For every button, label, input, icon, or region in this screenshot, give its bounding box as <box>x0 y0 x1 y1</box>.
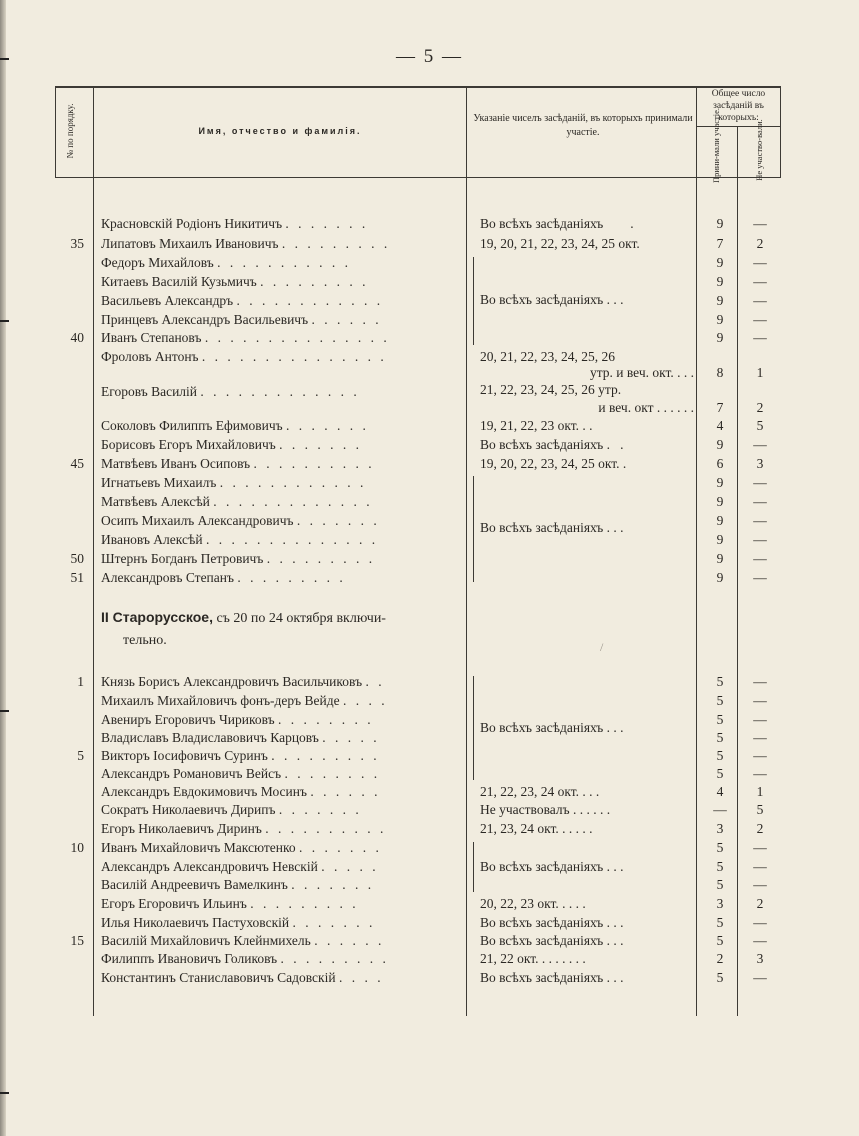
took-part-count: — <box>713 802 727 817</box>
session-dates: 20, 21, 22, 23, 24, 25, 26 <box>480 349 615 364</box>
absent-count: 2 <box>756 236 764 251</box>
person-name: Игнатьевъ Михаилъ . . . . . . . . . . . . <box>101 475 367 490</box>
person-name: Александръ Романовичъ Вейсъ . . . . . . . . <box>101 766 381 781</box>
row-number: 1 <box>77 674 84 689</box>
absent-count: 5 <box>756 418 764 433</box>
edge-mark <box>0 1092 9 1094</box>
absent-count: 5 <box>756 802 764 817</box>
person-name: Соколовъ Филиппъ Ефимовичъ . . . . . . . <box>101 418 369 433</box>
took-part-count: 9 <box>716 274 724 289</box>
column-divider <box>696 86 697 1016</box>
took-part-count: 5 <box>716 840 724 855</box>
took-part-count: 9 <box>716 570 724 585</box>
absent-count: 1 <box>756 365 764 380</box>
absent-count: — <box>753 475 767 490</box>
took-part-count: 2 <box>716 951 724 966</box>
person-name: Липатовъ Михаилъ Ивановичъ . . . . . . . . . <box>101 236 391 251</box>
took-part-count: 5 <box>716 730 724 745</box>
person-name: Александровъ Степанъ . . . . . . . . . <box>101 570 346 585</box>
total-subheader-border <box>696 126 781 127</box>
person-name: Штернъ Богданъ Петровичъ . . . . . . . . . <box>101 551 376 566</box>
took-part-count: 8 <box>716 365 724 380</box>
absent-count: — <box>753 255 767 270</box>
row-number: 35 <box>70 236 84 251</box>
session-dates-cont: и веч. окт . . . . . . <box>598 400 694 415</box>
absent-count: — <box>753 312 767 327</box>
absent-count: — <box>753 494 767 509</box>
took-part-count: 5 <box>716 877 724 892</box>
absent-count: — <box>753 933 767 948</box>
took-part-count: 3 <box>716 821 724 836</box>
absent-count: — <box>753 330 767 345</box>
took-part-count: 9 <box>716 494 724 509</box>
absent-count: 1 <box>756 784 764 799</box>
took-part-count: 5 <box>716 766 724 781</box>
absent-count: — <box>753 551 767 566</box>
person-name: Егоръ Егоровичъ Ильинъ . . . . . . . . . <box>101 896 359 911</box>
took-part-count: 9 <box>716 513 724 528</box>
brace <box>473 676 478 780</box>
person-name: Иванъ Степановъ . . . . . . . . . . . . . . . <box>101 330 390 345</box>
took-part-count: 4 <box>716 418 724 433</box>
absent-count: — <box>753 437 767 452</box>
person-name: Красновскій Родіонъ Никитичъ . . . . . . . <box>101 216 369 231</box>
session-dates: Во всѣхъ засѣданіяхъ . . <box>480 437 624 452</box>
person-name: Егоръ Николаевичъ Диринъ . . . . . . . . . . <box>101 821 387 836</box>
column-divider <box>93 86 94 1016</box>
session-dates: Во всѣхъ засѣданіяхъ . <box>480 216 634 231</box>
session-dates: 21, 22 окт. . . . . . . . <box>480 951 586 966</box>
took-part-count: 5 <box>716 693 724 708</box>
person-name: Осипъ Михаилъ Александровичъ . . . . . . . <box>101 513 380 528</box>
session-dates: Во всѣхъ засѣданіяхъ . . . <box>480 720 624 735</box>
person-name: Михаилъ Михайловичъ фонъ-деръ Вейде . . . . <box>101 693 388 708</box>
table-left-border <box>55 86 56 178</box>
person-name: Матвѣевъ Алексѣй . . . . . . . . . . . . . <box>101 494 373 509</box>
page-number: — 5 — <box>396 46 463 67</box>
took-part-count: 7 <box>716 400 724 415</box>
absent-count: — <box>753 274 767 289</box>
took-part-count: 9 <box>716 312 724 327</box>
binding-edge <box>0 0 6 1136</box>
row-number: 5 <box>77 748 84 763</box>
person-name: Борисовъ Егоръ Михайловичъ . . . . . . . <box>101 437 363 452</box>
absent-count: — <box>753 766 767 781</box>
person-name: Фроловъ Антонъ . . . . . . . . . . . . . . . <box>101 349 387 364</box>
absent-count: — <box>753 293 767 308</box>
absent-count: — <box>753 712 767 727</box>
took-part-count: 5 <box>716 970 724 985</box>
took-part-count: 5 <box>716 748 724 763</box>
session-dates: 19, 21, 22, 23 окт. . . <box>480 418 593 433</box>
person-name: Василій Михайловичъ Клейнмихель . . . . . . <box>101 933 385 948</box>
took-part-count: 6 <box>716 456 724 471</box>
absent-count: 2 <box>756 821 764 836</box>
row-number: 51 <box>70 570 84 585</box>
session-dates: 21, 22, 23, 24, 25, 26 утр. <box>480 382 622 397</box>
person-name: Илья Николаевичъ Пастуховскій . . . . . . . <box>101 915 376 930</box>
took-part-count: 9 <box>716 532 724 547</box>
dates-header: Указаніе чиселъ засѣданій, въ которыхъ принимали участіе. <box>473 113 693 138</box>
absent-count: — <box>753 513 767 528</box>
absent-count: — <box>753 859 767 874</box>
brace <box>473 257 478 345</box>
person-name: Василій Андреевичъ Вамелкинъ . . . . . . . <box>101 877 375 892</box>
person-name: Викторъ Іосифовичъ Суринъ . . . . . . . . . <box>101 748 380 763</box>
took-part-count: 9 <box>716 293 724 308</box>
absent-count: — <box>753 970 767 985</box>
session-dates: Не участвовалъ . . . . . . <box>480 802 611 817</box>
edge-mark <box>0 320 9 322</box>
row-number: 10 <box>70 840 84 855</box>
absent-count: — <box>753 570 767 585</box>
absent-count: — <box>753 532 767 547</box>
row-number: 45 <box>70 456 84 471</box>
person-name: Принцевъ Александръ Васильевичъ . . . . . . <box>101 312 382 327</box>
person-name: Федоръ Михайловъ . . . . . . . . . . . <box>101 255 351 270</box>
absent-count: — <box>753 915 767 930</box>
took-part-count: 9 <box>716 475 724 490</box>
absent-count: 3 <box>756 951 764 966</box>
session-dates: Во всѣхъ засѣданіяхъ . . . <box>480 520 624 535</box>
absent-count: — <box>753 216 767 231</box>
took-part-count: 3 <box>716 896 724 911</box>
table-top-border <box>55 86 781 88</box>
took-part-count: 9 <box>716 216 724 231</box>
session-dates: Во всѣхъ засѣданіяхъ . . . <box>480 292 624 307</box>
absent-count: 3 <box>756 456 764 471</box>
session-dates: 21, 22, 23, 24 окт. . . . <box>480 784 600 799</box>
took-part-count: 7 <box>716 236 724 251</box>
person-name: Авениръ Егоровичъ Чириковъ . . . . . . . . <box>101 712 374 727</box>
person-name: Владиславъ Владиславовичъ Карцовъ . . . . . <box>101 730 380 745</box>
row-number: 40 <box>70 330 84 345</box>
took-part-count: 9 <box>716 255 724 270</box>
absent-count: — <box>753 840 767 855</box>
column-divider <box>466 86 467 1016</box>
took-part-header: Прини-мали участіе. <box>711 108 721 183</box>
session-dates: 19, 20, 22, 23, 24, 25 окт. . <box>480 456 627 471</box>
table-right-border <box>780 86 781 178</box>
row-number: 50 <box>70 551 84 566</box>
session-dates: Во всѣхъ засѣданіяхъ . . . <box>480 915 624 930</box>
brace <box>473 476 478 582</box>
took-part-count: 5 <box>716 712 724 727</box>
absent-count: — <box>753 730 767 745</box>
person-name: Иванъ Михайловичъ Максютенко . . . . . . . <box>101 840 382 855</box>
person-name: Сократъ Николаевичъ Дирипъ . . . . . . . <box>101 802 362 817</box>
absent-count: — <box>753 877 767 892</box>
absent-count: 2 <box>756 896 764 911</box>
brace <box>473 842 478 892</box>
person-name: Васильевъ Александръ . . . . . . . . . . . . <box>101 293 384 308</box>
order-header: № по порядку. <box>65 103 75 159</box>
absent-count: — <box>753 748 767 763</box>
person-name: Александръ Александровичъ Невскій . . . . . <box>101 859 379 874</box>
person-name: Александръ Евдокимовичъ Мосинъ . . . . . . <box>101 784 381 799</box>
person-name: Егоровъ Василій . . . . . . . . . . . . . <box>101 384 360 399</box>
took-part-count: 5 <box>716 859 724 874</box>
took-part-count: 5 <box>716 674 724 689</box>
person-name: Китаевъ Василій Кузьмичъ . . . . . . . . . <box>101 274 369 289</box>
took-part-count: 9 <box>716 330 724 345</box>
pencil-mark: / <box>600 640 604 654</box>
absent-header: Не участво-вали. <box>754 119 764 181</box>
took-part-count: 9 <box>716 551 724 566</box>
person-name: Матвѣевъ Иванъ Осиповъ . . . . . . . . . . <box>101 456 375 471</box>
took-part-count: 4 <box>716 784 724 799</box>
total-header: Общее число засѣданій въ которыхъ: <box>711 89 766 123</box>
session-dates: 19, 20, 21, 22, 23, 24, 25 окт. <box>480 236 640 251</box>
section-heading: II Старорусское, съ 20 по 24 октября включи- тельно. <box>101 609 386 648</box>
session-dates: Во всѣхъ засѣданіяхъ . . . <box>480 970 624 985</box>
took-part-count: 5 <box>716 915 724 930</box>
edge-mark <box>0 710 9 712</box>
session-dates: Во всѣхъ засѣданіяхъ . . . <box>480 933 624 948</box>
header-bottom-border <box>55 177 781 178</box>
session-dates-cont: утр. и веч. окт. . . . <box>589 365 694 380</box>
person-name: Князь Борисъ Александровичъ Васильчиковъ . . <box>101 674 385 689</box>
absent-count: 2 <box>756 400 764 415</box>
session-dates: 21, 23, 24 окт. . . . . . <box>480 821 593 836</box>
name-header: Имя, отчество и фамилія. <box>198 126 362 136</box>
absent-count: — <box>753 693 767 708</box>
person-name: Ивановъ Алексѣй . . . . . . . . . . . . . . <box>101 532 379 547</box>
took-part-count: 9 <box>716 437 724 452</box>
took-part-count: 5 <box>716 933 724 948</box>
row-number: 15 <box>70 933 84 948</box>
session-dates: 20, 22, 23 окт. . . . . <box>480 896 586 911</box>
person-name: Константинъ Станиславовичъ Садовскій . . . . <box>101 970 384 985</box>
person-name: Филиппъ Ивановичъ Голиковъ . . . . . . . . . <box>101 951 389 966</box>
absent-count: — <box>753 674 767 689</box>
session-dates: Во всѣхъ засѣданіяхъ . . . <box>480 859 624 874</box>
